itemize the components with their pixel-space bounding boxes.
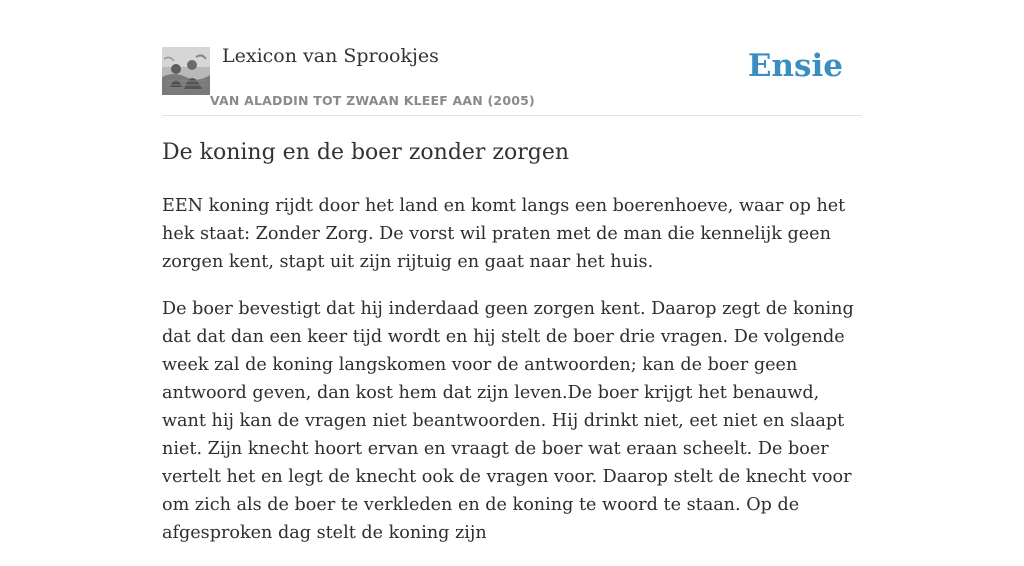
ensie-logo[interactable]: Ensie — [747, 48, 843, 84]
article-paragraph: De boer bevestigt dat hij inderdaad geen zorgen kent. Daarop zegt de koning dat dat dan een keer tijd wordt en hij stelt de boer drie vragen. De volgende week zal de koning langskomen voor de antwoorden; kan de boer geen antwoord geven, dan kost hem dat zijn leven.De boer krijgt het benauwd, want hij kan de vragen niet beantwoorden. Hij drinkt niet, eet niet en slaapt niet. Zijn knecht hoort ervan en vraagt de boer wat eraan scheelt. De boer vertelt het en legt de knecht ook de vragen voor. Daarop stelt de knecht voor om zich als de boer te verkleden en de koning te woord te staan. Op de afgesproken dag stelt de koning zijn — [162, 299, 854, 543]
book-cover-avatar[interactable] — [162, 47, 210, 95]
engraving-illustration-icon — [162, 47, 210, 95]
book-subtitle: VAN ALADDIN TOT ZWAAN KLEEF AAN (2005) — [210, 93, 535, 108]
book-title[interactable]: Lexicon van Sprookjes — [222, 45, 439, 67]
article-body — [162, 192, 862, 566]
content-column — [162, 0, 862, 543]
book-header — [162, 0, 862, 116]
article-title: De koning en de boer zonder zorgen — [162, 140, 570, 165]
article-paragraph: EEN koning rijdt door het land en komt langs een boerenhoeve, waar op het hek staat: Zonder Zorg. De vorst wil praten met de man die kennelijk geen zorgen kent, stapt uit zijn rijtuig en gaat naar het huis. — [162, 196, 846, 272]
